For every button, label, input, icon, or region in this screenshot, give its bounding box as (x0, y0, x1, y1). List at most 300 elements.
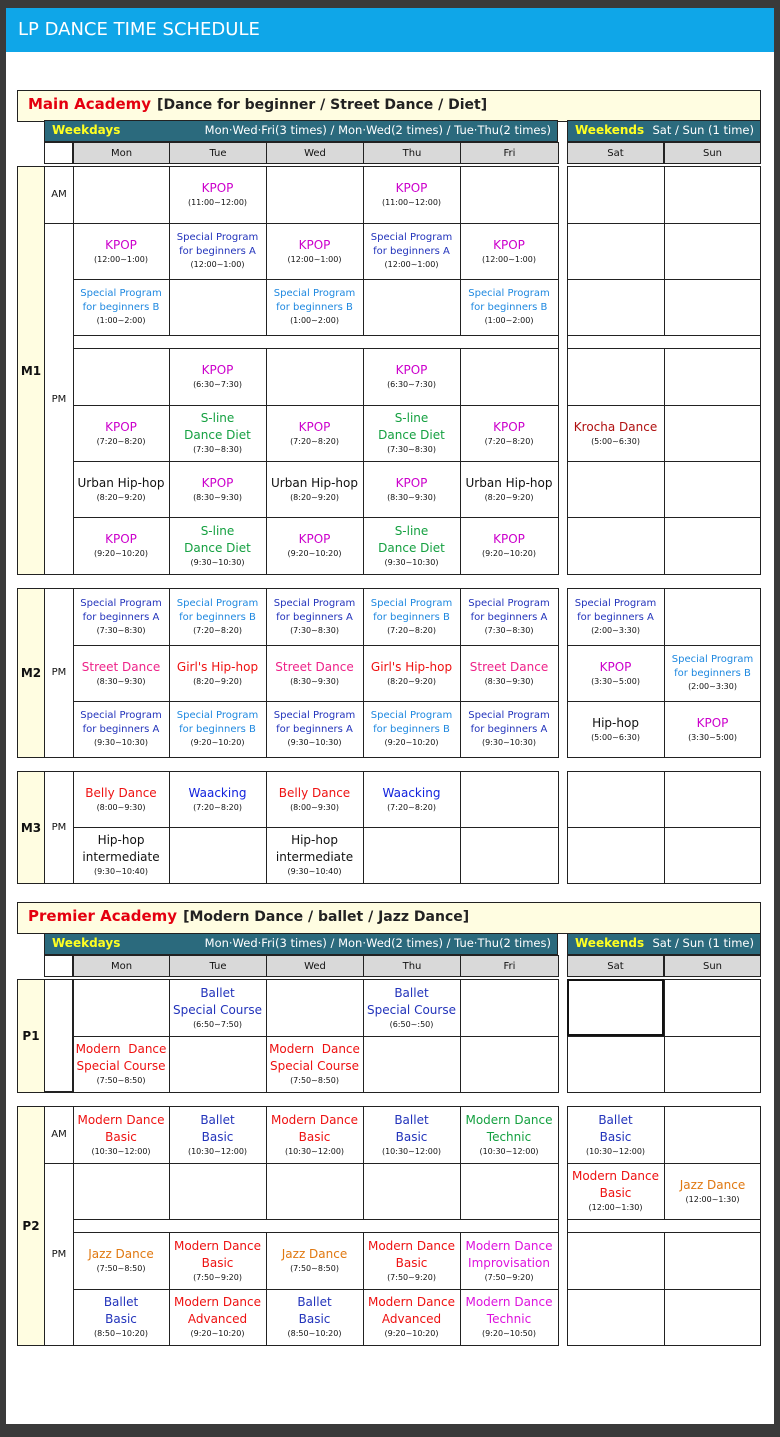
grid-line (266, 166, 267, 223)
grid-line (567, 348, 761, 349)
class-time: (12:00~1:30) (588, 1203, 643, 1212)
class-time: (7:50~8:50) (290, 1264, 339, 1273)
class-time: (7:30~8:30) (193, 445, 242, 454)
day-header: Sat (567, 955, 664, 977)
grid-line (664, 827, 665, 883)
class-cell[interactable] (266, 1232, 363, 1289)
class-name: Girl's Hip-hop (176, 659, 259, 674)
class-cell[interactable] (169, 348, 266, 405)
weekdays-band (44, 933, 558, 955)
group-label: M1 (17, 166, 45, 575)
page-title: LP DANCE TIME SCHEDULE (18, 19, 260, 40)
class-time: (9:20~10:20) (94, 549, 148, 558)
class-cell[interactable] (460, 701, 558, 757)
class-name: Modern Dance Basic (270, 1112, 359, 1144)
class-cell[interactable] (73, 701, 169, 757)
class-name: KPOP (696, 715, 729, 730)
grid-line (664, 979, 665, 1036)
class-time: (11:00~12:00) (381, 198, 442, 207)
class-cell[interactable] (73, 1232, 169, 1289)
time-of-day-label: PM (44, 1163, 73, 1345)
class-cell[interactable] (460, 588, 558, 645)
class-cell[interactable] (266, 461, 363, 517)
class-name: KPOP (493, 532, 525, 546)
class-name: KPOP (201, 363, 234, 377)
class-time: (8:20~9:20) (290, 492, 339, 502)
class-time: (8:20~9:20) (96, 492, 146, 502)
class-cell[interactable] (363, 645, 460, 701)
class-time: (6:30~7:30) (387, 380, 436, 389)
class-time: (7:50~8:50) (96, 1076, 146, 1085)
class-cell[interactable] (169, 223, 266, 279)
time-of-day-label: AM (44, 166, 73, 223)
class-name: Special Program for beginners B (176, 710, 259, 735)
class-name: Urban Hip-hop (271, 475, 358, 490)
day-header: Thu (363, 142, 461, 164)
class-name: Ballet Special Course (173, 985, 262, 1017)
grid-line (460, 348, 461, 405)
class-name: Modern Dance Basic (367, 1238, 456, 1270)
grid-line (363, 279, 364, 335)
class-cell[interactable] (363, 223, 460, 279)
class-cell[interactable] (567, 1163, 664, 1219)
class-time: (1:00~2:00) (484, 316, 534, 325)
class-name: Krocha Dance (573, 419, 658, 434)
class-cell[interactable] (567, 405, 664, 461)
class-cell[interactable] (567, 645, 664, 701)
class-cell[interactable] (266, 279, 363, 335)
grid-line (266, 348, 267, 405)
p1-time-cell (44, 979, 73, 1092)
section-heading (28, 95, 487, 113)
class-time: (10:30~12:00) (479, 1146, 539, 1156)
class-cell[interactable] (460, 1289, 558, 1345)
class-time: (1:00~2:00) (290, 316, 339, 325)
class-time: (10:30~12:00) (284, 1146, 345, 1156)
class-time: (7:30~8:30) (290, 625, 339, 635)
class-time: (7:20~8:20) (193, 802, 242, 812)
class-cell[interactable] (363, 461, 460, 517)
class-name: Ballet Special Course (367, 985, 456, 1017)
class-time: (8:30~9:30) (96, 676, 146, 686)
class-time: (7:50~9:20) (387, 1272, 436, 1282)
class-time: (8:30~9:30) (387, 492, 436, 502)
class-cell[interactable] (169, 461, 266, 517)
class-cell[interactable] (266, 1106, 363, 1163)
class-time: (9:20~10:20) (482, 549, 536, 558)
class-name: Jazz Dance (88, 1247, 154, 1261)
class-cell[interactable] (73, 405, 169, 461)
class-time: (6:50~:50) (389, 1019, 434, 1029)
class-time: (10:30~12:00) (381, 1146, 442, 1156)
grid-line (363, 1036, 364, 1092)
class-name: Ballet Basic (103, 1295, 139, 1326)
grid-line (567, 1232, 761, 1233)
class-cell[interactable] (169, 405, 266, 461)
class-cell[interactable] (460, 517, 558, 574)
class-name: Special Program for beginners B (370, 710, 453, 735)
class-time: (5:00~6:30) (591, 436, 640, 446)
grid-line (664, 1106, 665, 1163)
class-time: (8:30~9:30) (290, 676, 339, 686)
class-name: Urban Hip-hop (77, 475, 165, 490)
academy-title: Premier Academy (28, 907, 178, 925)
class-cell[interactable] (567, 701, 664, 757)
class-cell[interactable] (73, 223, 169, 279)
class-time: (8:20~9:20) (484, 492, 534, 502)
weekends-label: Weekends (575, 123, 645, 137)
class-cell[interactable] (460, 461, 558, 517)
class-time: (8:20~9:20) (193, 676, 242, 686)
class-cell[interactable] (169, 588, 266, 645)
class-time: (9:30~10:30) (287, 738, 342, 747)
class-cell[interactable] (169, 1106, 266, 1163)
class-cell[interactable] (266, 517, 363, 574)
weekends-label: Weekends (575, 936, 645, 950)
class-name: Modern Dance Technic (465, 1112, 553, 1144)
class-time: (8:00~9:30) (290, 802, 339, 812)
grid-line (169, 1036, 170, 1092)
class-time: (10:30~12:00) (585, 1146, 646, 1156)
class-cell[interactable] (169, 166, 266, 223)
class-name: Modern Dance Advanced (173, 1295, 262, 1326)
grid-line (169, 1163, 170, 1219)
class-time: (9:30~10:30) (384, 557, 439, 567)
class-cell[interactable] (664, 1163, 761, 1219)
class-time: (7:20~8:20) (484, 436, 534, 446)
weekdays-label: Weekdays (52, 936, 121, 950)
weekends-band (567, 120, 761, 142)
class-name: Special Program for beginners B (468, 288, 550, 313)
class-name: Modern Dance Basic (77, 1112, 165, 1144)
class-name: Special Program for beginners A (80, 710, 162, 735)
day-header: Sat (567, 142, 664, 164)
class-time: (8:00~9:30) (96, 802, 146, 812)
class-name: Modern Dance Advanced (367, 1295, 456, 1326)
grid-line (664, 405, 665, 461)
class-cell[interactable] (169, 1289, 266, 1345)
class-cell[interactable] (73, 1036, 169, 1092)
class-name: Modern Dance Improvisation (465, 1238, 553, 1270)
class-name: Special Program for beginners A (80, 597, 162, 623)
class-time: (7:50~8:50) (96, 1264, 146, 1273)
class-cell[interactable] (266, 1289, 363, 1345)
class-name: Urban Hip-hop (465, 475, 553, 490)
class-name: Special Program for beginners A (176, 232, 259, 257)
class-cell[interactable] (266, 588, 363, 645)
class-name: KPOP (201, 475, 234, 490)
class-name: KPOP (105, 532, 137, 546)
class-cell[interactable] (363, 348, 460, 405)
class-time: (8:20~9:20) (387, 676, 436, 686)
class-name: Special Program for beginners A (273, 710, 356, 735)
grid-line (664, 223, 665, 279)
section-heading (28, 907, 469, 925)
schedule-content (6, 8, 774, 1424)
grid-line (460, 166, 461, 223)
class-name: Modern Dance Special Course (269, 1042, 360, 1073)
class-time: (9:20~10:50) (482, 1329, 536, 1338)
weekends-description: Sat / Sun (1 time) (652, 123, 754, 137)
class-cell[interactable] (73, 279, 169, 335)
class-time: (9:30~10:30) (94, 738, 148, 747)
class-cell[interactable] (169, 771, 266, 827)
class-name: Street Dance (469, 659, 549, 674)
class-cell[interactable] (73, 588, 169, 645)
class-name: Special Program for beginners B (370, 597, 453, 623)
class-time: (7:50~8:50) (290, 1076, 339, 1085)
class-name: KPOP (395, 181, 428, 195)
class-cell[interactable] (363, 1106, 460, 1163)
class-name: Jazz Dance (679, 1177, 746, 1192)
class-name: Belly Dance (85, 785, 157, 800)
grid-line (73, 335, 559, 336)
class-name: Waacking (382, 785, 441, 800)
class-time: (9:20~10:20) (287, 549, 342, 558)
class-name: S-line Dance Diet (184, 411, 251, 442)
class-time: (7:30~8:30) (96, 625, 146, 635)
class-time: (8:50~10:20) (287, 1329, 342, 1338)
class-time: (12:00~1:00) (287, 254, 342, 264)
group-label: P1 (17, 979, 45, 1093)
class-time: (7:30~8:30) (484, 625, 534, 635)
class-name: Special Program for beginners A (273, 597, 356, 623)
class-cell[interactable] (363, 979, 460, 1036)
class-time: (6:50~7:50) (193, 1019, 242, 1029)
day-header: Sun (664, 142, 761, 164)
class-time: (6:30~7:30) (193, 380, 242, 389)
class-cell[interactable] (73, 1289, 169, 1345)
class-cell[interactable] (266, 405, 363, 461)
class-time: (8:50~10:20) (94, 1329, 148, 1338)
section-header (17, 902, 761, 934)
time-of-day-label: PM (44, 771, 73, 883)
class-cell[interactable] (460, 645, 558, 701)
class-time: (9:20~10:20) (384, 1329, 439, 1338)
class-name: KPOP (298, 419, 331, 434)
schedule-page (6, 8, 774, 1424)
weekdays-description: Mon·Wed·Fri(3 times) / Mon·Wed(2 times) / Tue·Thu(2 times) (204, 123, 551, 137)
time-of-day-label: PM (44, 588, 73, 757)
class-cell[interactable] (460, 405, 558, 461)
class-cell[interactable] (73, 517, 169, 574)
academy-subtitle: [Dance for beginner / Street Dance / Diet] (157, 97, 488, 113)
class-time: (9:30~10:30) (482, 738, 536, 747)
class-time: (8:30~9:30) (484, 676, 534, 686)
grid-line (664, 1289, 665, 1345)
class-time: (12:00~1:30) (685, 1194, 740, 1204)
class-name: Ballet Basic (297, 1295, 332, 1326)
weekends-band (567, 933, 761, 955)
grid-line (664, 461, 665, 517)
grid-line (567, 279, 761, 280)
day-header: Fri (460, 955, 559, 977)
corner-cell (44, 142, 73, 164)
class-time: (7:20~8:20) (387, 625, 436, 635)
class-cell[interactable] (460, 279, 558, 335)
class-cell[interactable] (73, 827, 169, 883)
class-time: (12:00~1:00) (384, 260, 439, 269)
class-cell[interactable] (363, 405, 460, 461)
class-time: (7:30~8:30) (387, 445, 436, 454)
grid-line (460, 827, 461, 883)
class-name: Modern Dance Basic (571, 1169, 660, 1200)
group-label: P2 (17, 1106, 45, 1346)
class-cell[interactable] (363, 588, 460, 645)
grid-line (567, 1219, 761, 1220)
class-name: Ballet Basic (394, 1112, 429, 1144)
class-name: KPOP (599, 659, 632, 674)
class-name: Belly Dance (278, 785, 351, 800)
class-time: (8:30~9:30) (193, 492, 242, 502)
grid-line (363, 1163, 364, 1219)
day-header: Tue (169, 955, 267, 977)
day-header: Mon (73, 955, 170, 977)
class-cell[interactable] (363, 517, 460, 574)
class-time: (5:00~6:30) (591, 732, 640, 742)
class-time: (7:20~8:20) (96, 436, 146, 446)
class-cell[interactable] (460, 1232, 558, 1289)
class-time: (10:30~12:00) (187, 1146, 248, 1156)
class-name: KPOP (201, 181, 234, 195)
grid-line (73, 1219, 559, 1220)
class-name: KPOP (395, 475, 428, 490)
class-cell[interactable] (73, 461, 169, 517)
grid-line (73, 1163, 559, 1164)
class-name: Special Program for beginners A (370, 232, 453, 257)
class-cell[interactable] (363, 166, 460, 223)
class-name: Modern Dance Basic (173, 1238, 262, 1270)
grid-line (567, 1289, 761, 1290)
academy-title: Main Academy (28, 95, 152, 113)
class-cell[interactable] (567, 1106, 664, 1163)
time-of-day-label: PM (44, 223, 73, 574)
weekdays-label: Weekdays (52, 123, 121, 137)
class-cell[interactable] (664, 701, 761, 757)
class-name: Special Program for beginners A (468, 597, 550, 623)
class-name: Special Program for beginners B (176, 597, 259, 623)
selected-cell[interactable] (567, 979, 664, 1036)
class-time: (9:20~10:20) (190, 1329, 245, 1338)
grid-line (567, 827, 761, 828)
class-cell[interactable] (169, 979, 266, 1036)
corner-cell (44, 955, 73, 977)
class-time: (12:00~1:00) (94, 254, 148, 264)
day-header: Wed (266, 142, 364, 164)
grid-line (567, 517, 761, 518)
day-header: Thu (363, 955, 461, 977)
class-time: (7:50~9:20) (193, 1272, 242, 1282)
class-cell[interactable] (266, 827, 363, 883)
class-cell[interactable] (266, 771, 363, 827)
class-name: Street Dance (81, 659, 161, 674)
weekdays-description: Mon·Wed·Fri(3 times) / Mon·Wed(2 times) / Tue·Thu(2 times) (204, 936, 551, 950)
class-cell[interactable] (73, 771, 169, 827)
grid-line (460, 1163, 461, 1219)
class-cell[interactable] (460, 223, 558, 279)
time-of-day-label: AM (44, 1106, 73, 1163)
group-label: M2 (17, 588, 45, 758)
class-cell[interactable] (169, 517, 266, 574)
class-time: (7:20~8:20) (193, 625, 242, 635)
class-time: (12:00~1:00) (482, 254, 536, 264)
class-time: (9:20~10:20) (190, 738, 245, 747)
class-cell[interactable] (363, 771, 460, 827)
class-time: (9:30~10:30) (190, 557, 245, 567)
class-time: (7:20~8:20) (290, 436, 339, 446)
class-name: Ballet Basic (200, 1112, 235, 1144)
class-cell[interactable] (664, 645, 761, 701)
day-header: Fri (460, 142, 559, 164)
class-name: Modern Dance Special Course (75, 1042, 167, 1073)
class-name: Ballet Basic (598, 1112, 633, 1144)
day-header: Mon (73, 142, 170, 164)
class-cell[interactable] (266, 645, 363, 701)
class-time: (9:30~10:40) (94, 867, 148, 876)
class-cell[interactable] (169, 701, 266, 757)
class-cell[interactable] (169, 1232, 266, 1289)
grid-line (363, 827, 364, 883)
class-time: (2:00~3:30) (591, 625, 640, 635)
class-name: Special Program for beginners B (80, 288, 162, 313)
class-cell[interactable] (73, 1106, 169, 1163)
class-cell[interactable] (266, 701, 363, 757)
grid-line (664, 348, 665, 405)
class-cell[interactable] (266, 223, 363, 279)
grid-line (664, 1036, 665, 1092)
class-cell[interactable] (169, 645, 266, 701)
grid-line (73, 348, 559, 349)
class-time: (3:30~5:00) (688, 732, 737, 742)
class-name: Special Program for beginners B (273, 288, 356, 313)
class-name: Special Program for beginners A (574, 597, 657, 623)
class-name: KPOP (493, 419, 525, 434)
class-cell[interactable] (460, 1106, 558, 1163)
grid-line (460, 1036, 461, 1092)
grid-line (664, 1232, 665, 1289)
class-name: Modern Dance Technic (465, 1295, 553, 1326)
class-name: Street Dance (275, 659, 354, 674)
academy-subtitle: [Modern Dance / ballet / Jazz Dance] (183, 909, 470, 925)
class-time: (3:30~5:00) (591, 676, 640, 686)
class-name: S-line Dance Diet (378, 523, 445, 555)
class-name: Waacking (188, 785, 247, 800)
class-cell[interactable] (363, 1289, 460, 1345)
class-cell[interactable] (363, 701, 460, 757)
grid-line (567, 223, 761, 224)
class-time: (9:30~10:40) (287, 867, 342, 876)
weekdays-band (44, 120, 558, 142)
class-name: KPOP (298, 237, 331, 252)
day-header: Tue (169, 142, 267, 164)
class-cell[interactable] (363, 1232, 460, 1289)
class-name: Special Program for beginners A (468, 710, 550, 735)
grid-line (664, 588, 665, 645)
class-cell[interactable] (73, 645, 169, 701)
class-name: KPOP (105, 419, 137, 434)
grid-line (169, 279, 170, 335)
class-name: Jazz Dance (281, 1247, 348, 1261)
grid-line (266, 979, 267, 1036)
grid-line (567, 461, 761, 462)
class-time: (12:00~1:00) (190, 260, 245, 269)
grid-line (567, 1036, 761, 1037)
class-cell[interactable] (266, 1036, 363, 1092)
class-cell[interactable] (567, 588, 664, 645)
class-time: (9:20~10:20) (384, 738, 439, 747)
group-label: M3 (17, 771, 45, 884)
class-time: (11:00~12:00) (187, 198, 248, 207)
